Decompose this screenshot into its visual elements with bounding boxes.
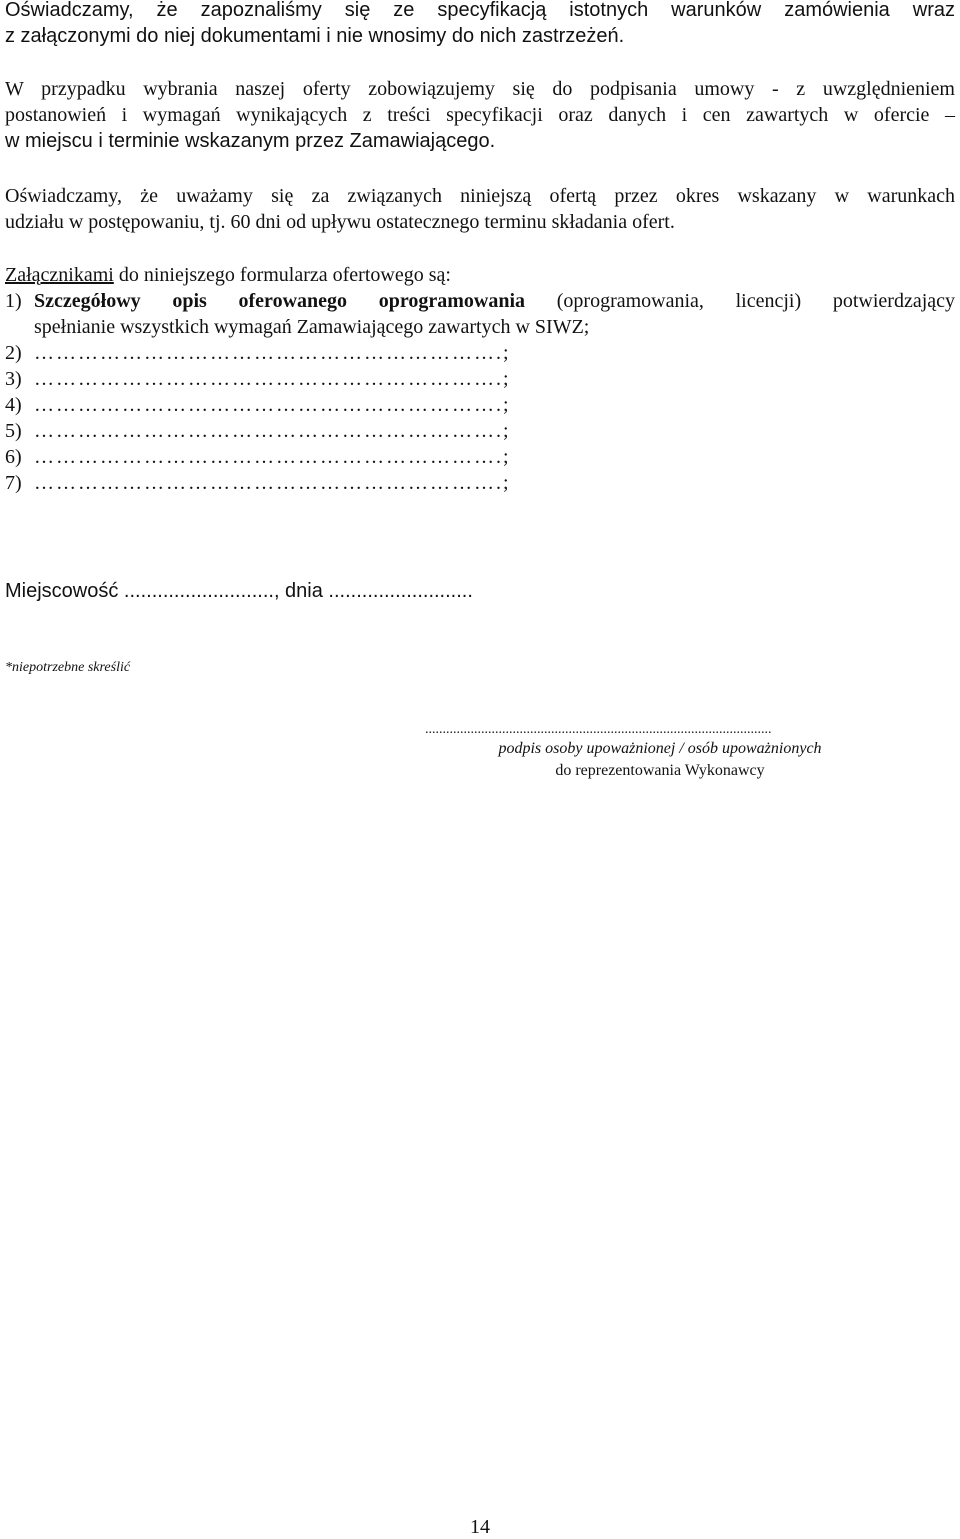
- attachments-heading: [5, 262, 955, 288]
- attachments-heading-rest: do niniejszego formularza ofertowego są:: [113, 264, 451, 286]
- attachments-section: [5, 262, 955, 496]
- attachment-rest: (oprogramowania, licencji) potwierdzający: [525, 290, 956, 312]
- attachment-number: 3): [5, 368, 22, 390]
- attachment-blank: ……………………………………………………….;: [34, 420, 511, 442]
- place-date-line: Miejscowość ..........................., dnia ..........................: [5, 580, 473, 602]
- attachment-text: [34, 288, 955, 340]
- attachment-item: [5, 392, 955, 418]
- signature-caption-secondary: do reprezentowania Wykonawcy: [555, 762, 765, 779]
- attachments-heading-underlined: Załącznikami: [5, 264, 114, 286]
- paragraph-line: Oświadczamy, że uważamy się za związanych niniejszą ofertą przez okres wskazany w warunkach: [5, 185, 955, 207]
- attachment-item: [5, 418, 955, 444]
- paragraph-line: z załączonymi do niej dokumentami i nie wnosimy do nich zastrzeżeń.: [5, 25, 625, 47]
- paragraph-line: udziału w postępowaniu, tj. 60 dni od upływu ostatecznego terminu składania ofert.: [5, 211, 675, 233]
- paragraph-commitment: [5, 76, 955, 154]
- attachment-blank: ……………………………………………………….;: [34, 394, 511, 416]
- attachment-blank: ……………………………………………………….;: [34, 342, 511, 364]
- attachment-number: 4): [5, 394, 22, 416]
- attachment-line: [34, 288, 955, 314]
- attachment-bold-title: Szczegółowy opis oferowanego oprogramowania: [34, 290, 526, 312]
- attachment-item: [5, 340, 955, 366]
- attachment-blank: ……………………………………………………….;: [34, 368, 511, 390]
- paragraph-binding-period: [5, 183, 955, 235]
- signature-dotted-line: ...................................................................................................: [425, 722, 772, 737]
- attachment-item: [5, 444, 955, 470]
- attachment-line: spełnianie wszystkich wymagań Zamawiającego zawartych w SIWZ;: [34, 316, 590, 338]
- attachment-number: 1): [5, 290, 22, 312]
- attachment-item: [5, 470, 955, 496]
- attachment-blank: ……………………………………………………….;: [34, 472, 511, 494]
- attachment-number: 2): [5, 342, 22, 364]
- attachment-item: [5, 366, 955, 392]
- attachment-number: 7): [5, 472, 22, 494]
- paragraph-line: W przypadku wybrania naszej oferty zobowiązujemy się do podpisania umowy - z uwzględnieniem: [5, 78, 955, 100]
- paragraph-line: Oświadczamy, że zapoznaliśmy się ze specyfikacją istotnych warunków zamówienia wraz: [5, 0, 955, 21]
- paragraph-acknowledgement: [5, 0, 955, 49]
- paragraph-line: w miejscu i terminie wskazanym przez Zamawiającego.: [5, 130, 496, 152]
- attachment-item: [5, 288, 955, 340]
- attachment-number: 6): [5, 446, 22, 468]
- page-number: 14: [470, 1516, 490, 1538]
- signature-caption: podpis osoby upoważnionej / osób upoważnionych: [498, 740, 822, 757]
- attachment-blank: ……………………………………………………….;: [34, 446, 511, 468]
- footnote: *niepotrzebne skreślić: [5, 660, 131, 675]
- attachment-number: 5): [5, 420, 22, 442]
- paragraph-line: postanowień i wymagań wynikających z treści specyfikacji oraz danych i cen zawartych w ofercie –: [5, 104, 955, 126]
